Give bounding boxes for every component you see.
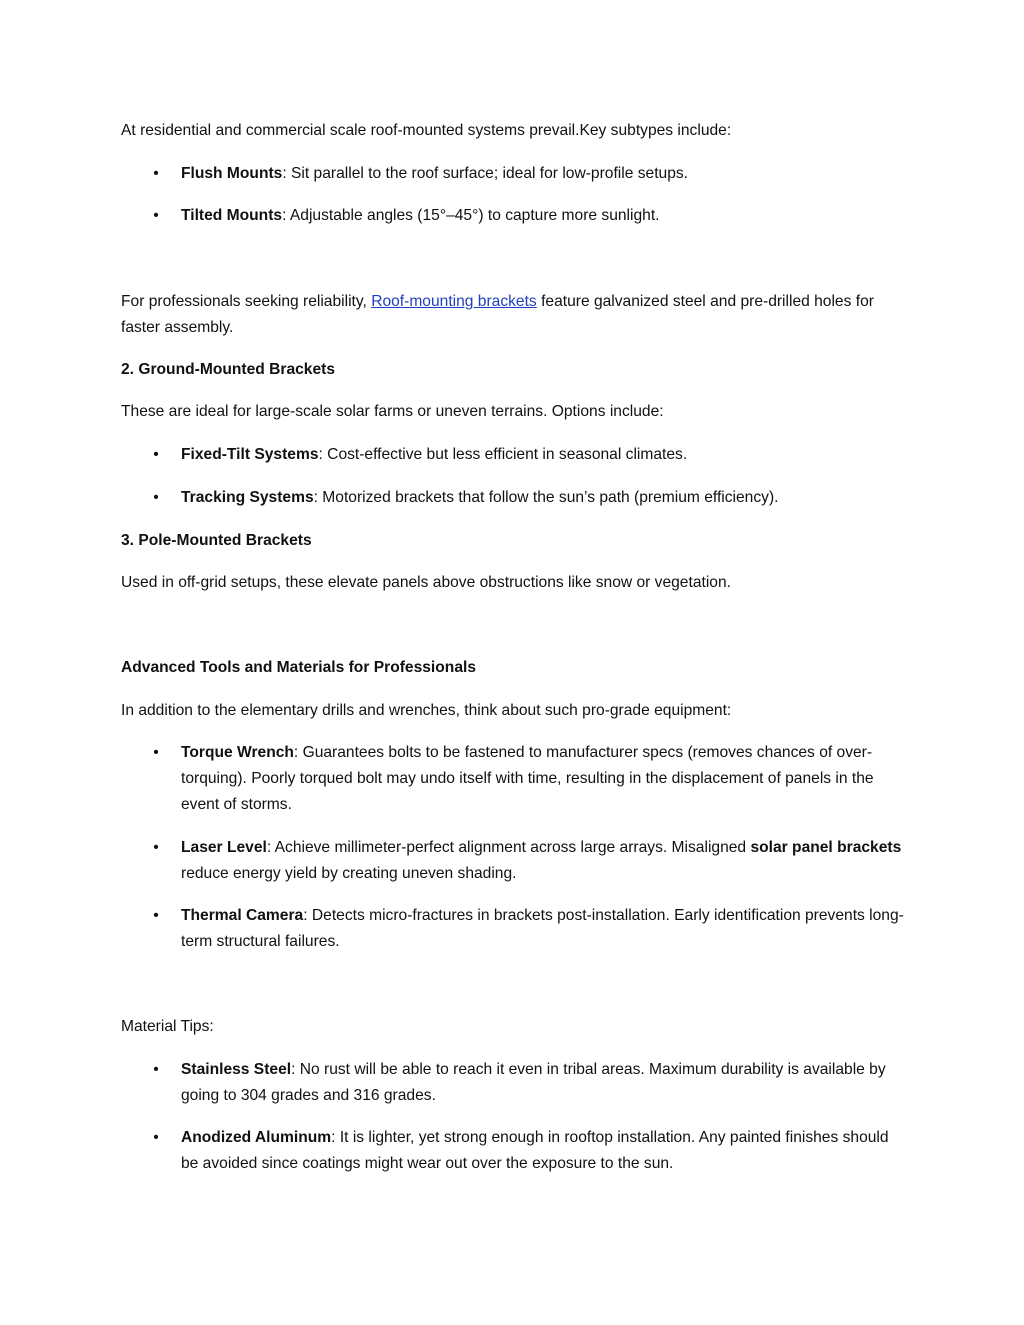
list-item — [153, 1125, 906, 1177]
bullet-icon: • — [153, 489, 159, 506]
list-item-term: Flush Mounts — [181, 165, 283, 182]
list-item-term: Anodized Aluminum — [181, 1129, 332, 1146]
list-item-term: Thermal Camera — [181, 907, 304, 924]
list-item — [153, 161, 906, 187]
pole-paragraph: Used in off-grid setups, these elevate panels above obstructions like snow or vegetation. — [121, 574, 731, 591]
ground-heading: 2. Ground-Mounted Brackets — [121, 361, 336, 378]
list-item-term: Tracking Systems — [181, 489, 314, 506]
list-item-term: Torque Wrench — [181, 744, 294, 761]
paragraph-text: feature galvanized steel and pre-drilled holes for faster assembly. — [121, 293, 874, 336]
list-item-desc: : Sit parallel to the roof surface; ideal for low-profile setups. — [282, 165, 688, 182]
list-item-term: Fixed-Tilt Systems — [181, 446, 319, 463]
list-item-desc: : Motorized brackets that follow the sun’s path (premium efficiency). — [313, 489, 779, 506]
ground-paragraph: These are ideal for large-scale solar farms or uneven terrains. Options include: — [121, 403, 664, 420]
list-item — [153, 835, 906, 887]
tools-paragraph: In addition to the elementary drills and wrenches, think about such pro-grade equipment: — [121, 702, 732, 719]
bullet-icon: • — [153, 907, 159, 924]
list-item — [153, 740, 906, 818]
tools-heading: Advanced Tools and Materials for Professionals — [121, 659, 476, 676]
material-heading: Material Tips: — [121, 1018, 214, 1035]
list-item-desc: : Cost-effective but less efficient in seasonal climates. — [318, 446, 688, 463]
list-item-desc: : Guarantees bolts to be fastened to manufacturer specs (removes chances of over-torquing). Poorly torqued bolt may undo itself with time, resulting in the displacement of panels in the event of storms. — [181, 744, 874, 813]
list-item-term: Stainless Steel — [181, 1061, 292, 1078]
bullet-icon: • — [153, 1129, 159, 1146]
bullet-icon: • — [153, 1061, 159, 1078]
paragraph-text: For professionals seeking reliability, — [121, 293, 372, 310]
list-item-desc: : Achieve millimeter-perfect alignment across large arrays. Misaligned — [266, 839, 751, 856]
list-item — [153, 442, 906, 468]
list-item-desc: : Adjustable angles (15°–45°) to capture more sunlight. — [282, 207, 660, 224]
list-item — [153, 903, 906, 955]
list-item — [153, 485, 906, 511]
professionals-paragraph — [121, 289, 911, 341]
bullet-icon: • — [153, 839, 159, 856]
list-item-emphasis: solar panel brackets — [750, 839, 902, 856]
bullet-icon: • — [153, 446, 159, 463]
list-item-term: Tilted Mounts — [181, 207, 283, 224]
list-item-desc: reduce energy yield by creating uneven shading. — [181, 865, 517, 882]
list-item — [153, 203, 906, 229]
list-item-desc: : No rust will be able to reach it even in tribal areas. Maximum durability is available by going to 304 grades and 316 grades. — [181, 1061, 886, 1104]
list-item-term: Laser Level — [181, 839, 267, 856]
list-item-desc: : Detects micro-fractures in brackets post-installation. Early identification prevents long-term structural failures. — [181, 907, 904, 950]
list-item — [153, 1057, 906, 1109]
roof-mounting-brackets-link[interactable]: Roof-mounting brackets — [371, 293, 537, 310]
list-item-desc: : It is lighter, yet strong enough in rooftop installation. Any painted finishes should be avoided since coatings might wear out over the exposure to the sun. — [181, 1129, 889, 1172]
bullet-icon: • — [153, 744, 159, 761]
bullet-icon: • — [153, 165, 159, 182]
intro-paragraph: At residential and commercial scale roof-mounted systems prevail.Key subtypes include: — [121, 122, 732, 139]
bullet-icon: • — [153, 207, 159, 224]
pole-heading: 3. Pole-Mounted Brackets — [121, 532, 312, 549]
